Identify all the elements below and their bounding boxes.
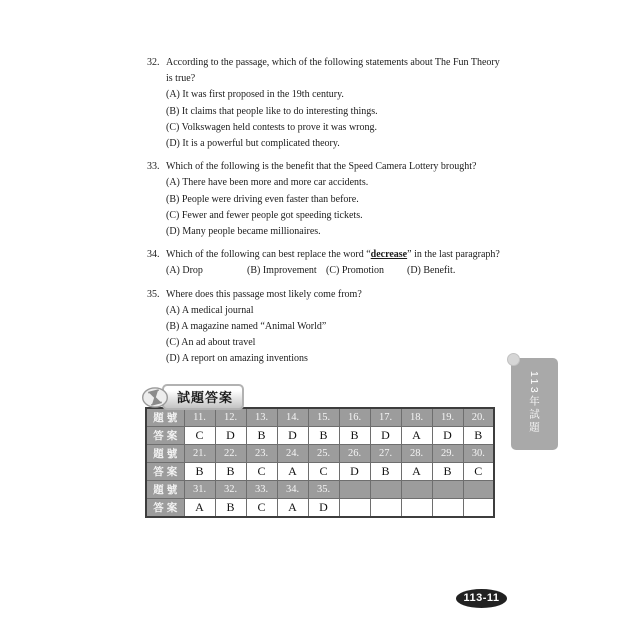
table-row-numbers — [146, 408, 494, 427]
question-no-cell: 16. — [339, 408, 370, 427]
question-text: According to the passage, which of the following statements about The Fun Theory is true? — [166, 57, 500, 85]
table-row-answers — [146, 463, 494, 481]
question-no-cell: 31. — [184, 481, 215, 499]
question-no-cell: 33. — [246, 481, 277, 499]
option-c: (C) Volkswagen held contests to prove it was wrong. — [166, 121, 377, 133]
option-b: (B) It claims that people like to do interesting things. — [166, 105, 378, 117]
option-d: (D) It is a powerful but complicated theory. — [166, 138, 340, 150]
answer-cell: D — [215, 427, 246, 445]
question-no-cell — [401, 481, 432, 499]
answer-cell — [463, 499, 494, 518]
question-number: 32. — [147, 57, 160, 68]
question-no-cell: 28. — [401, 445, 432, 463]
answer-cell: C — [246, 499, 277, 518]
answer-cell: B — [370, 463, 401, 481]
question-no-cell — [339, 481, 370, 499]
question-no-cell: 13. — [246, 408, 277, 427]
answer-cell: D — [339, 463, 370, 481]
answer-cell — [401, 499, 432, 518]
answer-cell: A — [184, 499, 215, 518]
question-34 — [147, 247, 507, 279]
question-text-prefix: Which of the following can best replace the word “ — [166, 249, 371, 261]
answer-cell: B — [184, 463, 215, 481]
page-number-badge: 113-11 — [456, 589, 507, 608]
question-no-cell: 15. — [308, 408, 339, 427]
table-row-numbers — [146, 445, 494, 463]
question-no-cell — [370, 481, 401, 499]
answer-cell: B — [308, 427, 339, 445]
question-body — [166, 287, 507, 368]
answer-cell: C — [463, 463, 494, 481]
question-body — [166, 55, 507, 152]
question-no-cell: 22. — [215, 445, 246, 463]
question-no-cell: 19. — [432, 408, 463, 427]
question-no-cell: 27. — [370, 445, 401, 463]
answer-cell: B — [339, 427, 370, 445]
table-row-numbers — [146, 481, 494, 499]
answer-cell: D — [432, 427, 463, 445]
question-no-cell: 26. — [339, 445, 370, 463]
question-no-cell: 29. — [432, 445, 463, 463]
answer-cell: B — [215, 499, 246, 518]
answer-cell: A — [277, 499, 308, 518]
answer-cell — [339, 499, 370, 518]
option-a: (A) It was first proposed in the 19th century. — [166, 89, 344, 101]
question-number: 34. — [147, 249, 160, 261]
answer-cell: C — [246, 463, 277, 481]
section-title: 試題答案 — [162, 384, 244, 410]
answer-cell: B — [463, 427, 494, 445]
answer-cell — [370, 499, 401, 518]
row-label-number: 題 號 — [146, 445, 184, 463]
question-body — [166, 159, 507, 240]
question-no-cell: 24. — [277, 445, 308, 463]
question-no-cell: 20. — [463, 408, 494, 427]
answer-cell: A — [401, 463, 432, 481]
option-a: (A) There have been more and more car accidents. — [166, 177, 369, 189]
answer-cell: D — [277, 427, 308, 445]
chapter-tab-label: 113年試題 — [528, 371, 540, 435]
question-35 — [147, 287, 507, 368]
answer-cell: D — [308, 499, 339, 518]
question-text — [166, 247, 507, 263]
table-row-answers — [146, 499, 494, 518]
question-no-cell — [432, 481, 463, 499]
chapter-side-tab — [511, 358, 558, 450]
option-a: (A) A medical journal — [166, 304, 254, 316]
question-text-suffix: ” in the last paragraph? — [407, 249, 500, 261]
question-32 — [147, 55, 507, 152]
answer-cell: B — [215, 463, 246, 481]
answer-cell: D — [370, 427, 401, 445]
answer-key-header — [142, 384, 244, 410]
emphasized-word: decrease — [370, 249, 408, 261]
answer-cell: B — [432, 463, 463, 481]
row-label-number: 題 號 — [146, 481, 184, 499]
row-label-answer: 答 案 — [146, 427, 184, 445]
question-no-cell: 14. — [277, 408, 308, 427]
question-no-cell: 25. — [308, 445, 339, 463]
option-d: (D) Many people became millionaires. — [166, 226, 321, 238]
hourglass-icon — [142, 387, 169, 408]
question-no-cell: 12. — [215, 408, 246, 427]
question-no-cell: 11. — [184, 408, 215, 427]
answer-cell: B — [246, 427, 277, 445]
option-b: (B) People were driving even faster than before. — [166, 193, 359, 205]
option-d: (D) A report on amazing inventions — [166, 353, 308, 365]
table-row-answers — [146, 427, 494, 445]
question-no-cell: 32. — [215, 481, 246, 499]
option-d: (D) Benefit. — [407, 265, 456, 277]
inline-options — [166, 263, 507, 279]
answer-cell — [432, 499, 463, 518]
questions-section — [147, 55, 507, 375]
question-no-cell: 21. — [184, 445, 215, 463]
answer-key-table — [145, 407, 495, 518]
question-33 — [147, 159, 507, 240]
question-no-cell: 17. — [370, 408, 401, 427]
question-number: 33. — [147, 161, 160, 173]
question-text: Which of the following is the benefit that the Speed Camera Lottery brought? — [166, 161, 477, 173]
row-label-answer: 答 案 — [146, 499, 184, 518]
question-no-cell: 30. — [463, 445, 494, 463]
answer-cell: C — [184, 427, 215, 445]
row-label-answer: 答 案 — [146, 463, 184, 481]
option-b: (B) A magazine named “Animal World” — [166, 321, 327, 333]
question-no-cell: 18. — [401, 408, 432, 427]
question-text: Where does this passage most likely come from? — [166, 288, 362, 300]
question-number: 35. — [147, 288, 160, 300]
question-no-cell: 23. — [246, 445, 277, 463]
option-b: (B) Improvement — [247, 265, 317, 277]
question-no-cell — [463, 481, 494, 499]
answer-cell: A — [277, 463, 308, 481]
option-a: (A) Drop — [166, 265, 203, 277]
tab-dot-icon — [507, 353, 520, 366]
option-c: (C) Fewer and fewer people got speeding tickets. — [166, 209, 363, 221]
question-no-cell: 34. — [277, 481, 308, 499]
option-c: (C) An ad about travel — [166, 337, 256, 349]
option-c: (C) Promotion — [326, 265, 385, 277]
answer-cell: C — [308, 463, 339, 481]
answer-cell: A — [401, 427, 432, 445]
question-no-cell: 35. — [308, 481, 339, 499]
row-label-number: 題 號 — [146, 408, 184, 427]
question-body — [166, 247, 507, 279]
